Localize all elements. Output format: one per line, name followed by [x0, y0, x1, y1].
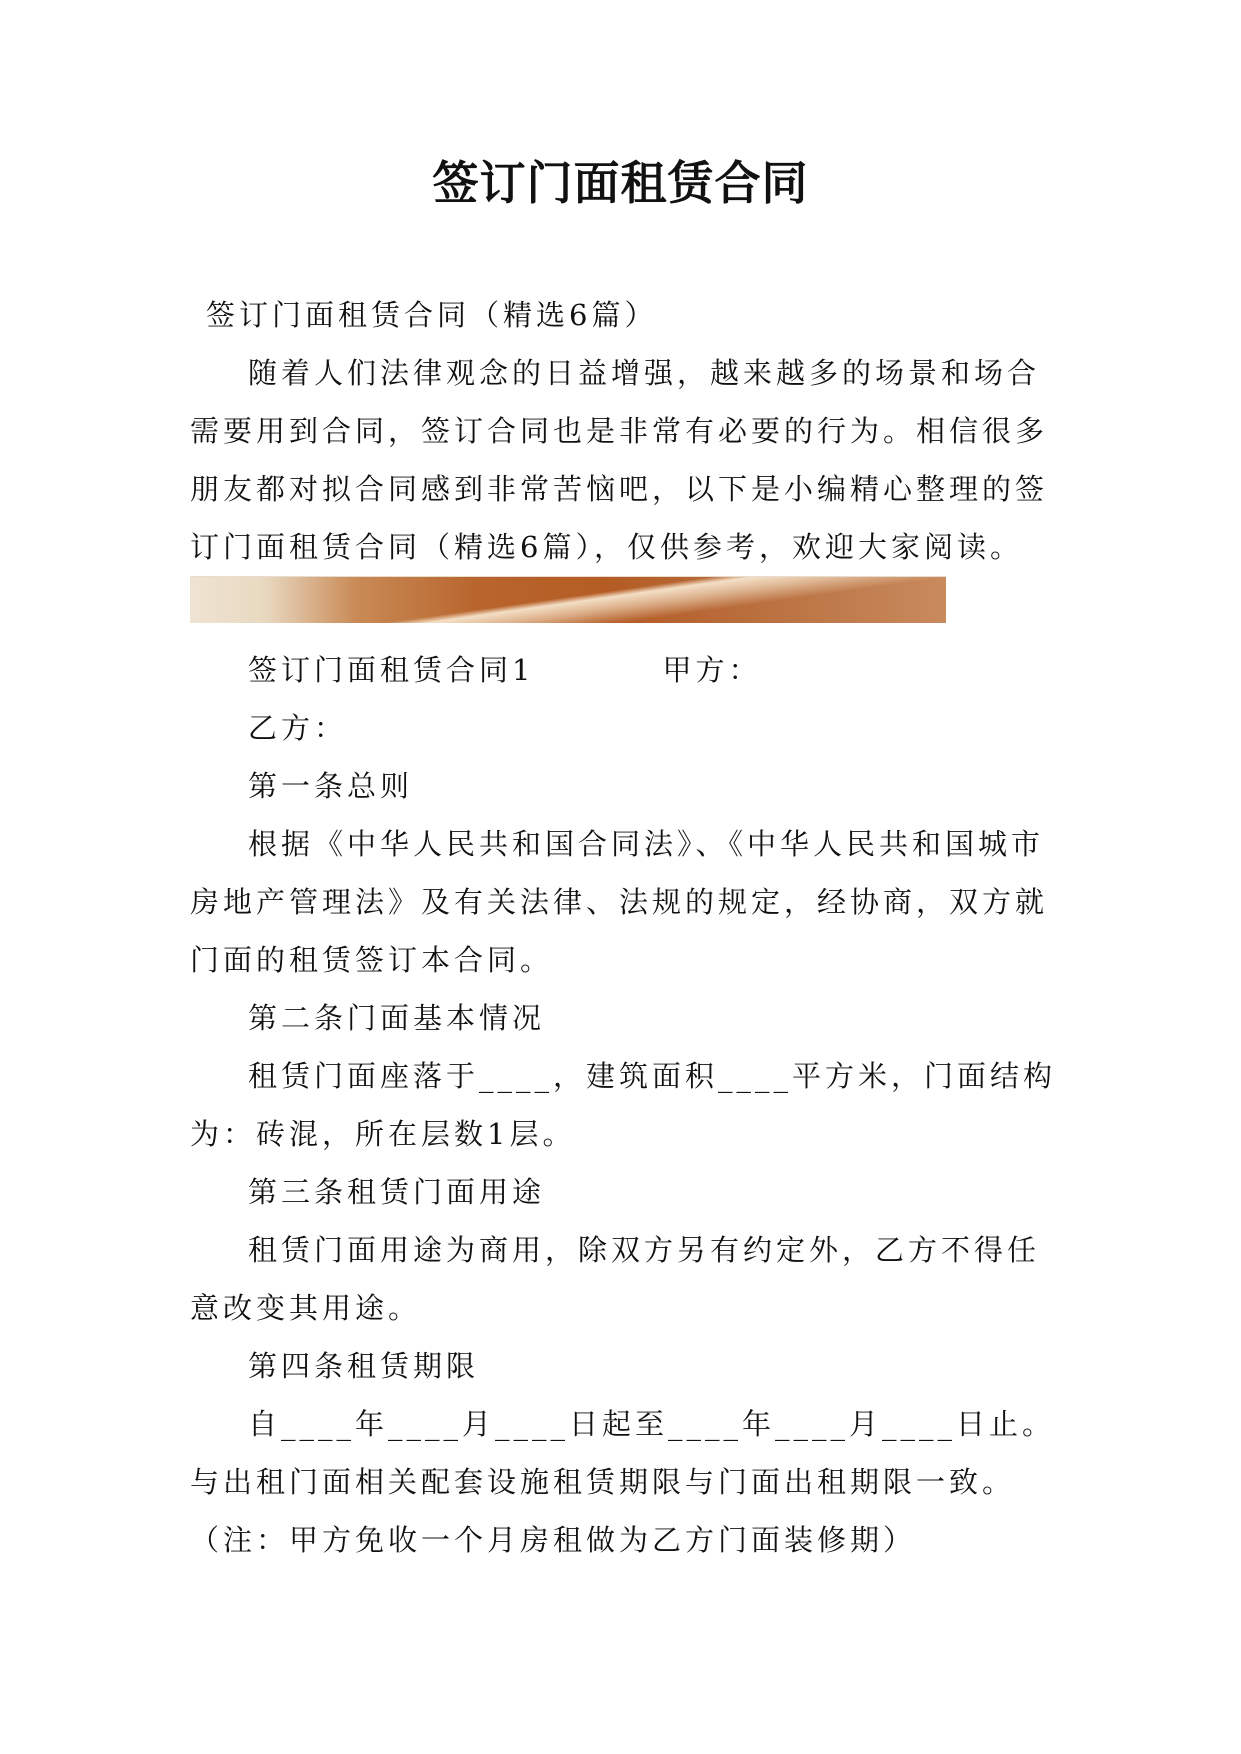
party-b-label: 乙方： — [248, 711, 348, 745]
section-heading-row — [190, 641, 1060, 699]
article-4-title: 第四条租赁期限 — [248, 1349, 480, 1383]
party-a-label: 甲方： — [662, 653, 762, 687]
document-title: 签订门面租赁合同 — [432, 156, 809, 210]
document-body — [190, 286, 1060, 1569]
document-subtitle: 签订门面租赁合同（精选6篇） — [206, 298, 658, 332]
section-heading: 签订门面租赁合同1 — [248, 653, 535, 687]
intro-paragraph: 随着人们法律观念的日益增强，越来越多的场景和场合需要用到合同，签订合同也是非常有必要的行为。相信很多朋友都对拟合同感到非常苦恼吧，以下是小编精心整理的签订门面租赁合同（精选6篇），仅供参考，欢迎大家阅读。 — [190, 356, 1049, 564]
article-3-text: 租赁门面用途为商用，除双方另有约定外，乙方不得任意改变其用途。 — [190, 1233, 1041, 1325]
article-4-text: 自____年____月____日起至____年____月____日止。与出租门面相关配套设施租赁期限与门面出租期限一致。（注：甲方免收一个月房租做为乙方门面装修期） — [190, 1407, 1056, 1557]
article-2-text: 租赁门面座落于____，建筑面积____平方米，门面结构为：砖混，所在层数1层。 — [190, 1059, 1057, 1151]
decorative-image — [190, 576, 946, 623]
article-3-title: 第三条租赁门面用途 — [248, 1175, 546, 1209]
article-2-title: 第二条门面基本情况 — [248, 1001, 546, 1035]
article-1-text: 根据《中华人民共和国合同法》、《中华人民共和国城市房地产管理法》及有关法律、法规的规定，经协商，双方就门面的租赁签订本合同。 — [190, 827, 1049, 977]
article-1-title: 第一条总则 — [248, 769, 414, 803]
